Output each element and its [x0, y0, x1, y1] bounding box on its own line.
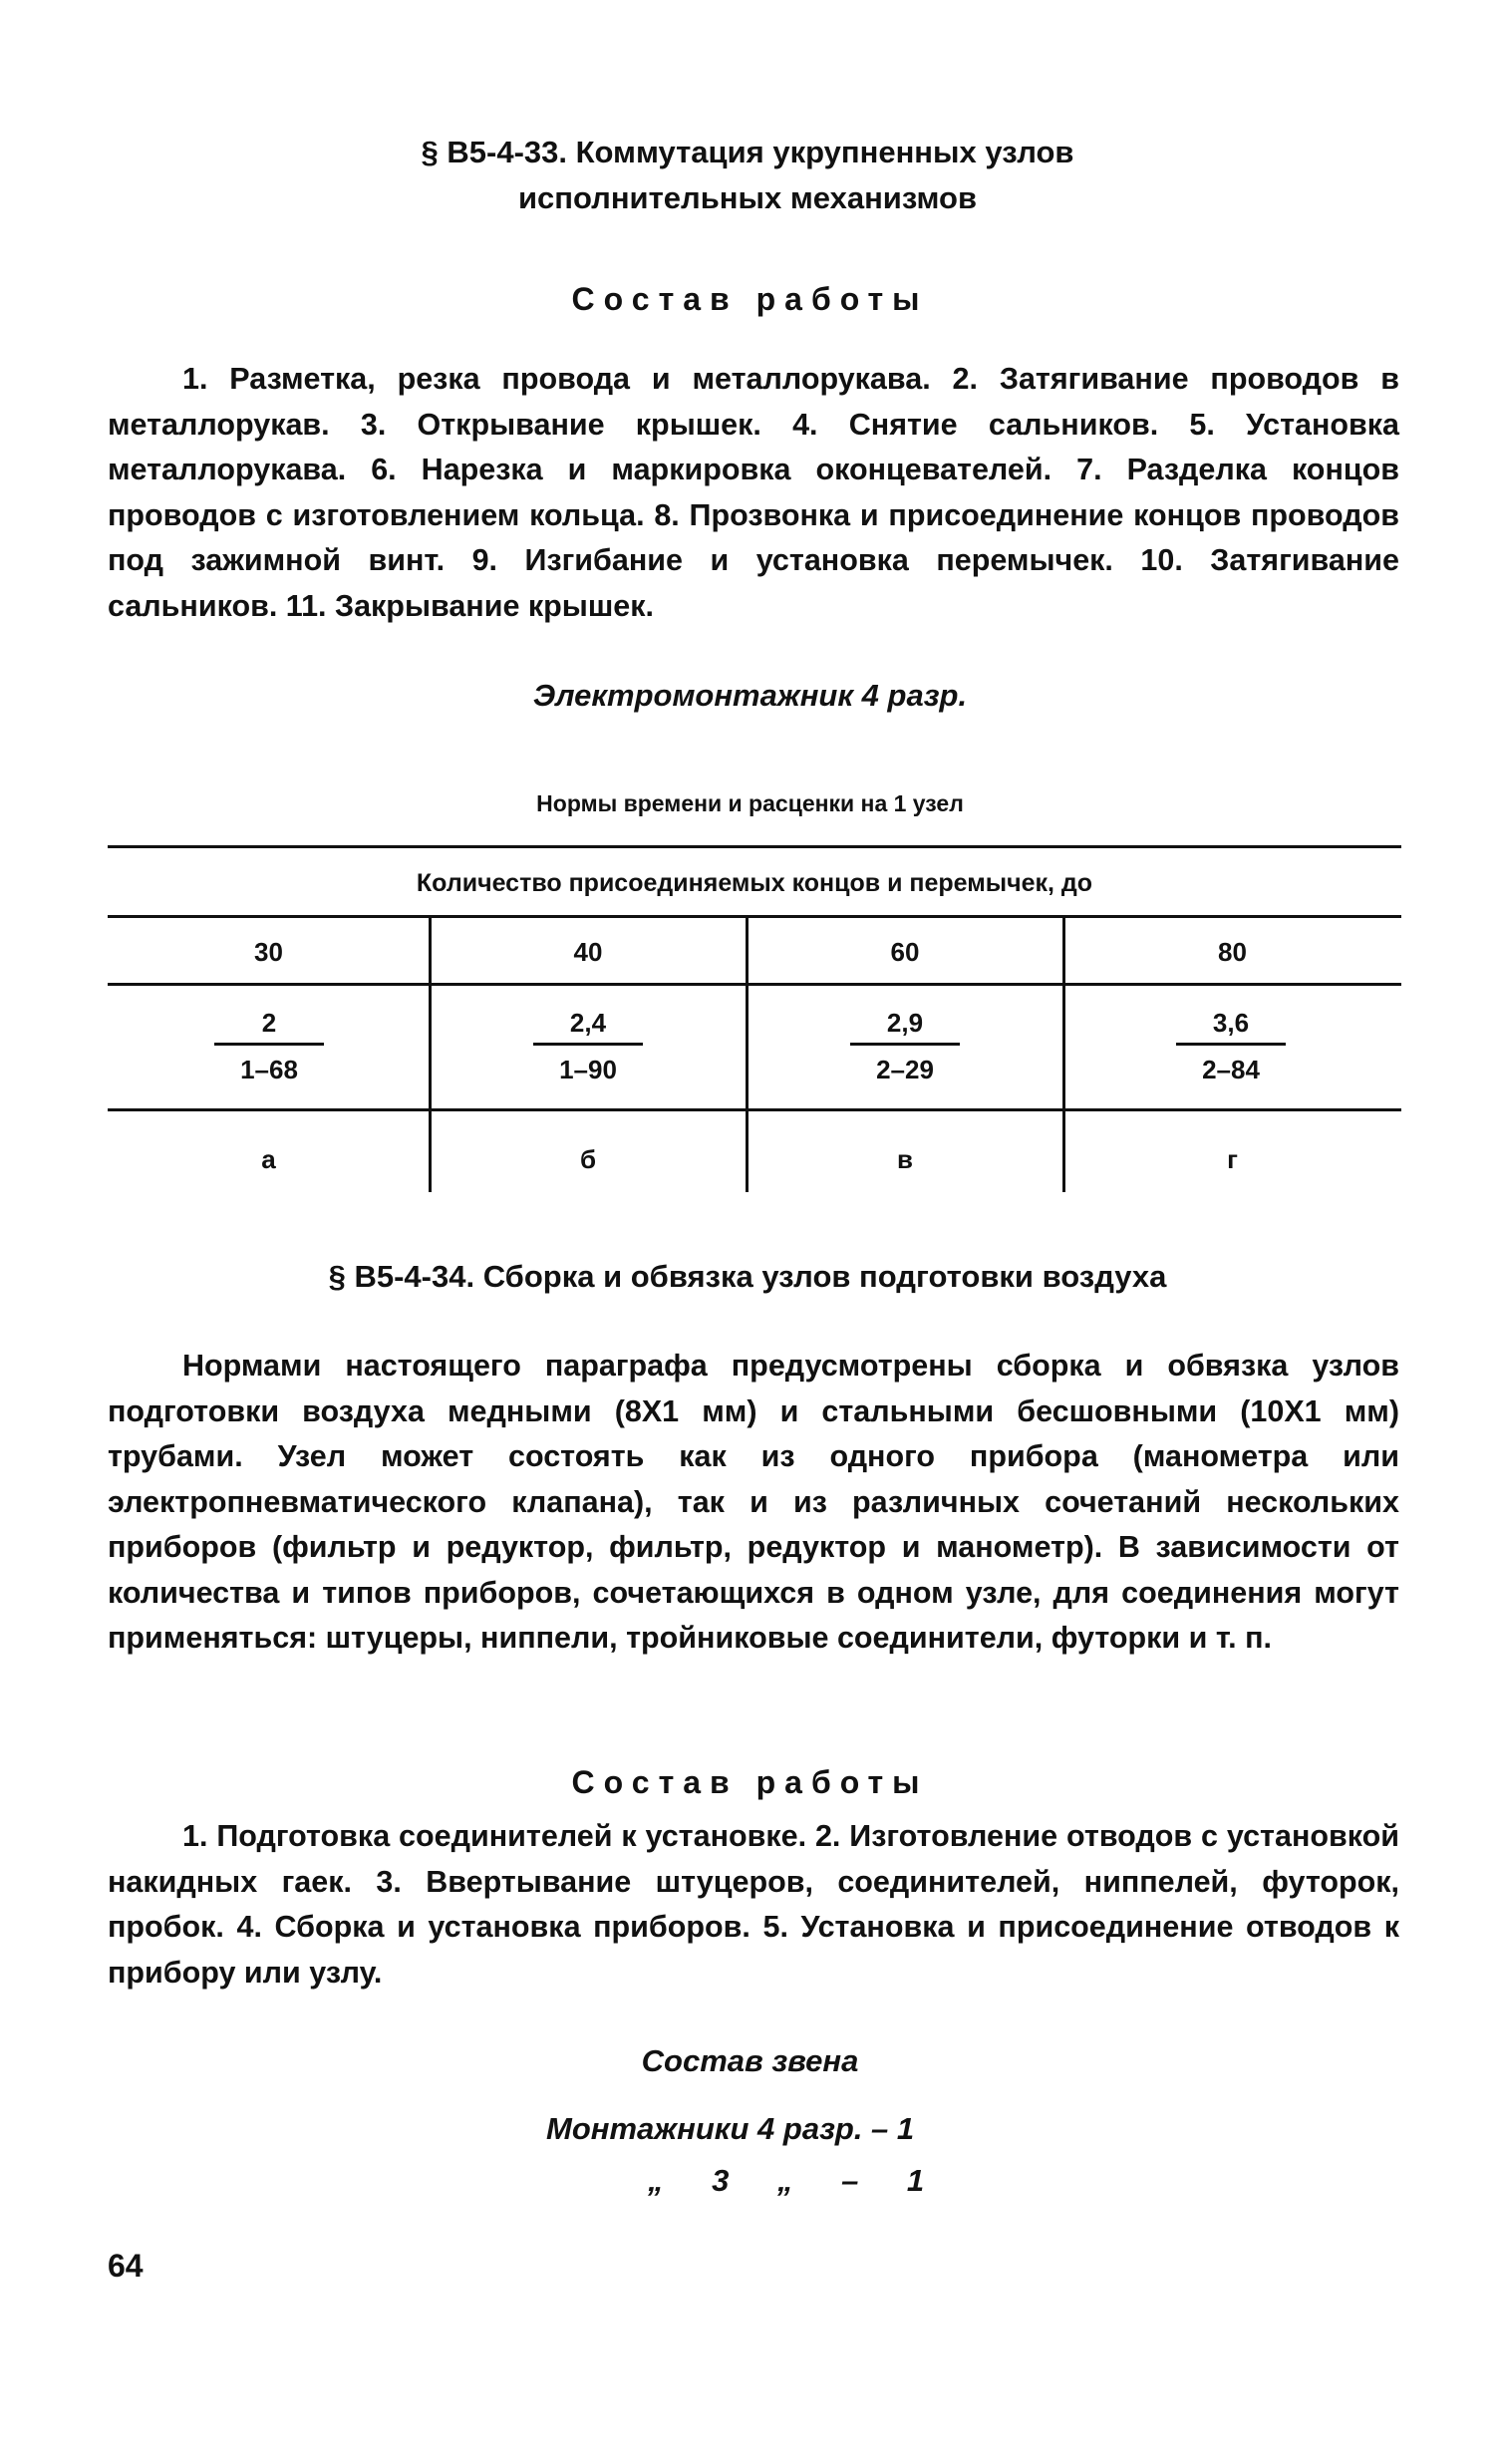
section-title-1: [249, 130, 1246, 221]
column-header: 30: [254, 937, 283, 967]
time-norm: 2: [261, 1008, 277, 1038]
fraction-bar: [1176, 1043, 1286, 1046]
section-title-2: § В5-4-34. Сборка и обвязка узлов подготовки воздуха: [328, 1259, 1167, 1294]
table-divider: [1062, 917, 1065, 1192]
section-title-1-line2: исполнительных механизмов: [517, 180, 978, 215]
table-columns-rule: [108, 983, 1401, 986]
table-divider: [429, 917, 432, 1192]
page-number: 64: [108, 2248, 144, 2284]
fraction-bar: [214, 1043, 324, 1046]
price-rate: 1–90: [559, 1055, 617, 1084]
column-letter: г: [1227, 1144, 1238, 1174]
work-composition-heading-1: Состав работы: [571, 281, 929, 317]
norm-rate-cell: [214, 1005, 324, 1087]
table-top-rule: [108, 845, 1401, 848]
norm-rate-cell: [1176, 1005, 1286, 1087]
table-header: Количество присоединяемых концов и перемычек, до: [416, 869, 1093, 897]
work-composition-text-1: 1. Разметка, резка провода и металлорукава. 2. Затягивание проводов в металлорукав. 3. Открывание крышек. 4. Снятие сальников. 5. Установка металлорукава. 6. Нарезка и маркировка оконцевателей. 7. Разделка концов проводов с изготовлением кольца. 8. Прозвонка и присоединение концов проводов под зажимной винт. 9. Изгибание и установка перемычек. 10. Затягивание сальников. 11. Закрывание крышек.: [108, 362, 1399, 623]
column-letter: в: [897, 1144, 913, 1174]
price-rate: 1–68: [240, 1055, 298, 1084]
column-header: 40: [573, 937, 603, 967]
column-letter: а: [261, 1144, 276, 1174]
column-header: 80: [1218, 937, 1247, 967]
table-values-rule: [108, 1108, 1401, 1111]
time-norm: 2,4: [569, 1008, 607, 1038]
section-intro-2: Нормами настоящего параграфа предусмотрены сборка и обвязка узлов подготовки воздуха медными (8X1 мм) и стальными бесшовными (10X1 мм) трубами. Узел может состоять как из одного прибора (манометра или электропневматического клапана), так и из различных сочетаний нескольких приборов (фильтр и редуктор, фильтр, редуктор и манометр). В зависимости от количества и типов приборов, сочетающихся в одном узле, для соединения могут применяться: штуцеры, ниппели, тройниковые соединители, футорки и т. п.: [108, 1349, 1399, 1655]
column-letter: б: [579, 1144, 597, 1174]
worker-grade: Электромонтажник 4 разр.: [532, 678, 968, 713]
column-header: 60: [890, 937, 920, 967]
fraction-bar: [850, 1043, 960, 1046]
time-norm: 2,9: [886, 1008, 924, 1038]
price-rate: 2–84: [1202, 1055, 1260, 1084]
norm-rate-cell: [850, 1005, 960, 1087]
fraction-bar: [533, 1043, 643, 1046]
crew-line-2: „ 3 „ – 1: [648, 2163, 925, 2198]
work-composition-heading-2: Состав работы: [571, 1764, 929, 1800]
crew-heading: Состав звена: [641, 2043, 859, 2078]
section-title-1-line1: § В5-4-33. Коммутация укрупненных узлов: [421, 135, 1074, 169]
work-composition-text-2: 1. Подготовка соединителей к установке. 2. Изготовление отводов с установкой накидных гаек. 3. Ввертывание штуцеров, соединителей, ниппелей, футорок, пробок. 4. Сборка и установка приборов. 5. Установка и присоединение отводов к прибору или узлу.: [108, 1819, 1399, 1990]
crew-line-1: Монтажники 4 разр. – 1: [546, 2111, 915, 2146]
table-header-rule: [108, 915, 1401, 918]
table-divider: [746, 917, 749, 1192]
time-norm: 3,6: [1212, 1008, 1250, 1038]
price-rate: 2–29: [876, 1055, 934, 1084]
table-caption: Нормы времени и расценки на 1 узел: [536, 790, 964, 816]
norm-rate-cell: [533, 1005, 643, 1087]
